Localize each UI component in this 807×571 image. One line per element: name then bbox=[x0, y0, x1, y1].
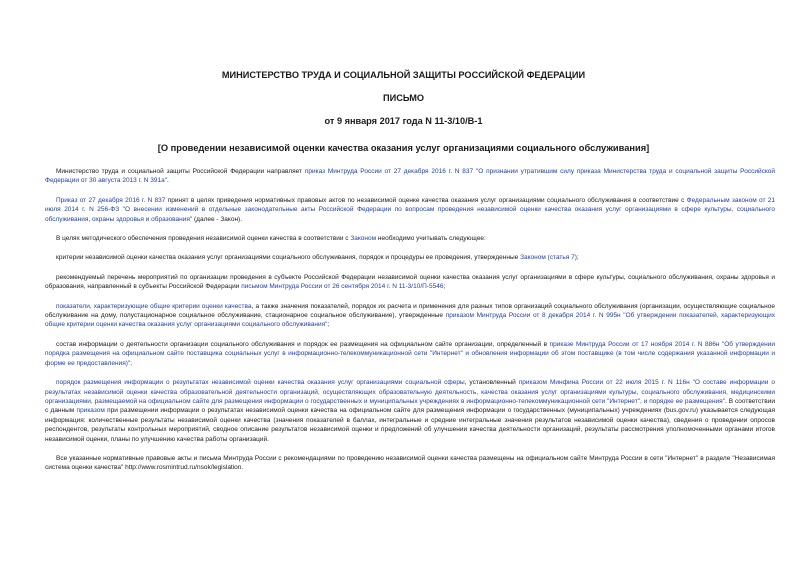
document-type: ПИСЬМО bbox=[382, 93, 425, 103]
paragraph-4 bbox=[45, 253, 775, 262]
paragraph-text: , а также значения показателей, порядок их расчета и применения для разных типов организаций социального обслуживания (организации, осуществляющие социальное обслуживание на дому, полустационарное социальное обслуживание, стационарное социальное обслуживание), утвержденные bbox=[45, 302, 775, 320]
paragraph-text: . В соответствии с данным bbox=[45, 397, 775, 415]
document-body bbox=[45, 167, 775, 473]
paragraph-7 bbox=[45, 340, 775, 368]
order-link[interactable]: приказом bbox=[76, 407, 105, 415]
paragraph-text: при размещении информации о результатах независимой оценки качества на официальном сайте для размещения информации о государственных (муниципальных) учреждениях (bus.gov.ru) указывается следующая информация: количественные результаты независимой оценки качества (значения показателей в баллах, интегральные и средние интегральные значения результатов независимой оценки качества), сведения о проведении опросов респондентов, результаты контрольных мероприятий, сводное описание результатов независимой оценки и предложений об улучшении качества деятельности организаций, результаты рассмотрения уполномоченными органами итогов независимой оценки, планы по улучшению качества работы организаций. bbox=[45, 407, 776, 443]
law-link[interactable]: Законом bbox=[520, 254, 546, 262]
order-995n-link[interactable]: приказом Минтруда России от 8 декабря 2014 г. N 995н "Об утверждении показателей, характеризующих общие критерии оценки качества оказания услуг организациями социального обслуживания" bbox=[45, 312, 775, 329]
order-886n-link[interactable]: приказе Минтруда России от 17 ноября 2014 г. N 886н "Об утверждении порядка размещения на официальном сайте поставщика социальных услуг в информационно-телекоммуникационной сети "Интернет" и обновления информации об этом поставщике (в том числе содержания указанной информации и форме ее предоставления)" bbox=[45, 340, 775, 367]
paragraph-text: ; bbox=[443, 283, 446, 291]
letter-5546-link[interactable]: письмом Минтруда России от 26 сентября 2014 г. N 11-3/10/П-5546 bbox=[241, 283, 444, 291]
document-subject: [О проведении независимой оценки качества оказания услуг организациями социального обслуживания] bbox=[157, 143, 650, 153]
paragraph-text: В целях методического обеспечения проведения независимой оценки качества в соответствии с bbox=[56, 235, 351, 243]
order-837-link[interactable]: приказ Минтруда России от 27 декабря 2016 г. N 837 "О признании утратившим силу приказа Министерства труда и социальной защиты Российской Федерации от 30 августа 2013 г. N 391а" bbox=[45, 168, 775, 185]
order-837-short-link[interactable]: Приказ от 27 декабря 2016 г. N 837 bbox=[56, 196, 166, 204]
paragraph-5 bbox=[45, 273, 775, 292]
law-link[interactable]: Законом bbox=[350, 235, 377, 243]
article-7-link[interactable]: (статья 7) bbox=[547, 254, 577, 262]
ministry-title: МИНИСТЕРСТВО ТРУДА И СОЦИАЛЬНОЙ ЗАЩИТЫ РОССИЙСКОЙ ФЕДЕРАЦИИ bbox=[221, 70, 586, 80]
order-116n-link[interactable]: приказом Минфина России от 22 июля 2015 г. N 116н "О составе информации о результатах независимой оценки качества образовательной деятельности организаций, осуществляющих образовательную деятельность, качества оказания услуг организациями культуры, социального обслуживания, медицинскими организациями, размещаемой на официальном сайте для размещения информации о государственных и муниципальных учреждениях в информационно-телекоммуникационной сети "Интернет", и порядке ее размещения" bbox=[45, 379, 776, 405]
paragraph-text: ; bbox=[130, 359, 133, 367]
info-placement-procedure-link[interactable]: порядок размещения информации о результатах независимой оценки качества оказания услуг организациями социальной сферы bbox=[56, 379, 465, 387]
paragraph-text: необходимо учитывать следующее: bbox=[376, 235, 486, 243]
paragraph-text: рекомендуемый перечень мероприятий по организации проведения в субъекте Российской Федерации независимой оценки качества оказания услуг организациями в сфере культуры, социального обслуживания, охраны здоровья и образования, направленный в субъекты Российской Федерации bbox=[45, 273, 775, 291]
paragraph-text: ; bbox=[576, 254, 579, 262]
paragraph-text: . bbox=[167, 177, 169, 185]
federal-law-256-link[interactable]: Федеральным законом от 21 июля 2014 г. N 256-ФЗ "О внесении изменений в отдельные законодательные акты Российской Федерации по вопросам проведения независимой оценки качества оказания услуг организациями в сфере культуры, социального обслуживания, охраны здоровья и образования" bbox=[45, 196, 775, 223]
paragraph-9 bbox=[45, 454, 775, 473]
paragraph-text: Все указанные нормативные правовые акты и письма Минтруда России с рекомендациями по проведению независимой оценки качества размещены на официальном сайте Минтруда России в сети "Интернет" в разделе "Независимая система оценки качества" http://www.rosmintrud.ru/nsok/legislation. bbox=[45, 454, 775, 472]
paragraph-text: ; bbox=[327, 321, 330, 329]
paragraph-text: принят в целях приведения нормативных правовых актов по независимой оценке качества оказания услуг организациями социального обслуживания в соответствие с bbox=[165, 196, 687, 204]
paragraph-text: , установленный bbox=[464, 379, 519, 387]
paragraph-text: критерии независимой оценки качества оказания услуг организациями социального обслуживания, порядок и процедуры ее проведения, утвержденные bbox=[56, 254, 521, 262]
criteria-indicators-link[interactable]: показатели, характеризующие общие критерии оценки качества bbox=[56, 302, 252, 310]
paragraph-1 bbox=[45, 167, 775, 186]
paragraph-text: (далее - Закон). bbox=[192, 215, 242, 223]
paragraph-8 bbox=[45, 378, 775, 444]
paragraph-text: Министерство труда и социальной защиты Российской Федерации направляет bbox=[56, 168, 305, 175]
document-date-number: от 9 января 2017 года N 11-3/10/В-1 bbox=[324, 116, 483, 126]
paragraph-2 bbox=[45, 196, 775, 224]
paragraph-3 bbox=[45, 234, 775, 243]
paragraph-text: состав информации о деятельности организации социального обслуживания и порядок ее размещения на официальном сайте организации, определенный в bbox=[56, 340, 550, 348]
paragraph-6 bbox=[45, 302, 775, 330]
